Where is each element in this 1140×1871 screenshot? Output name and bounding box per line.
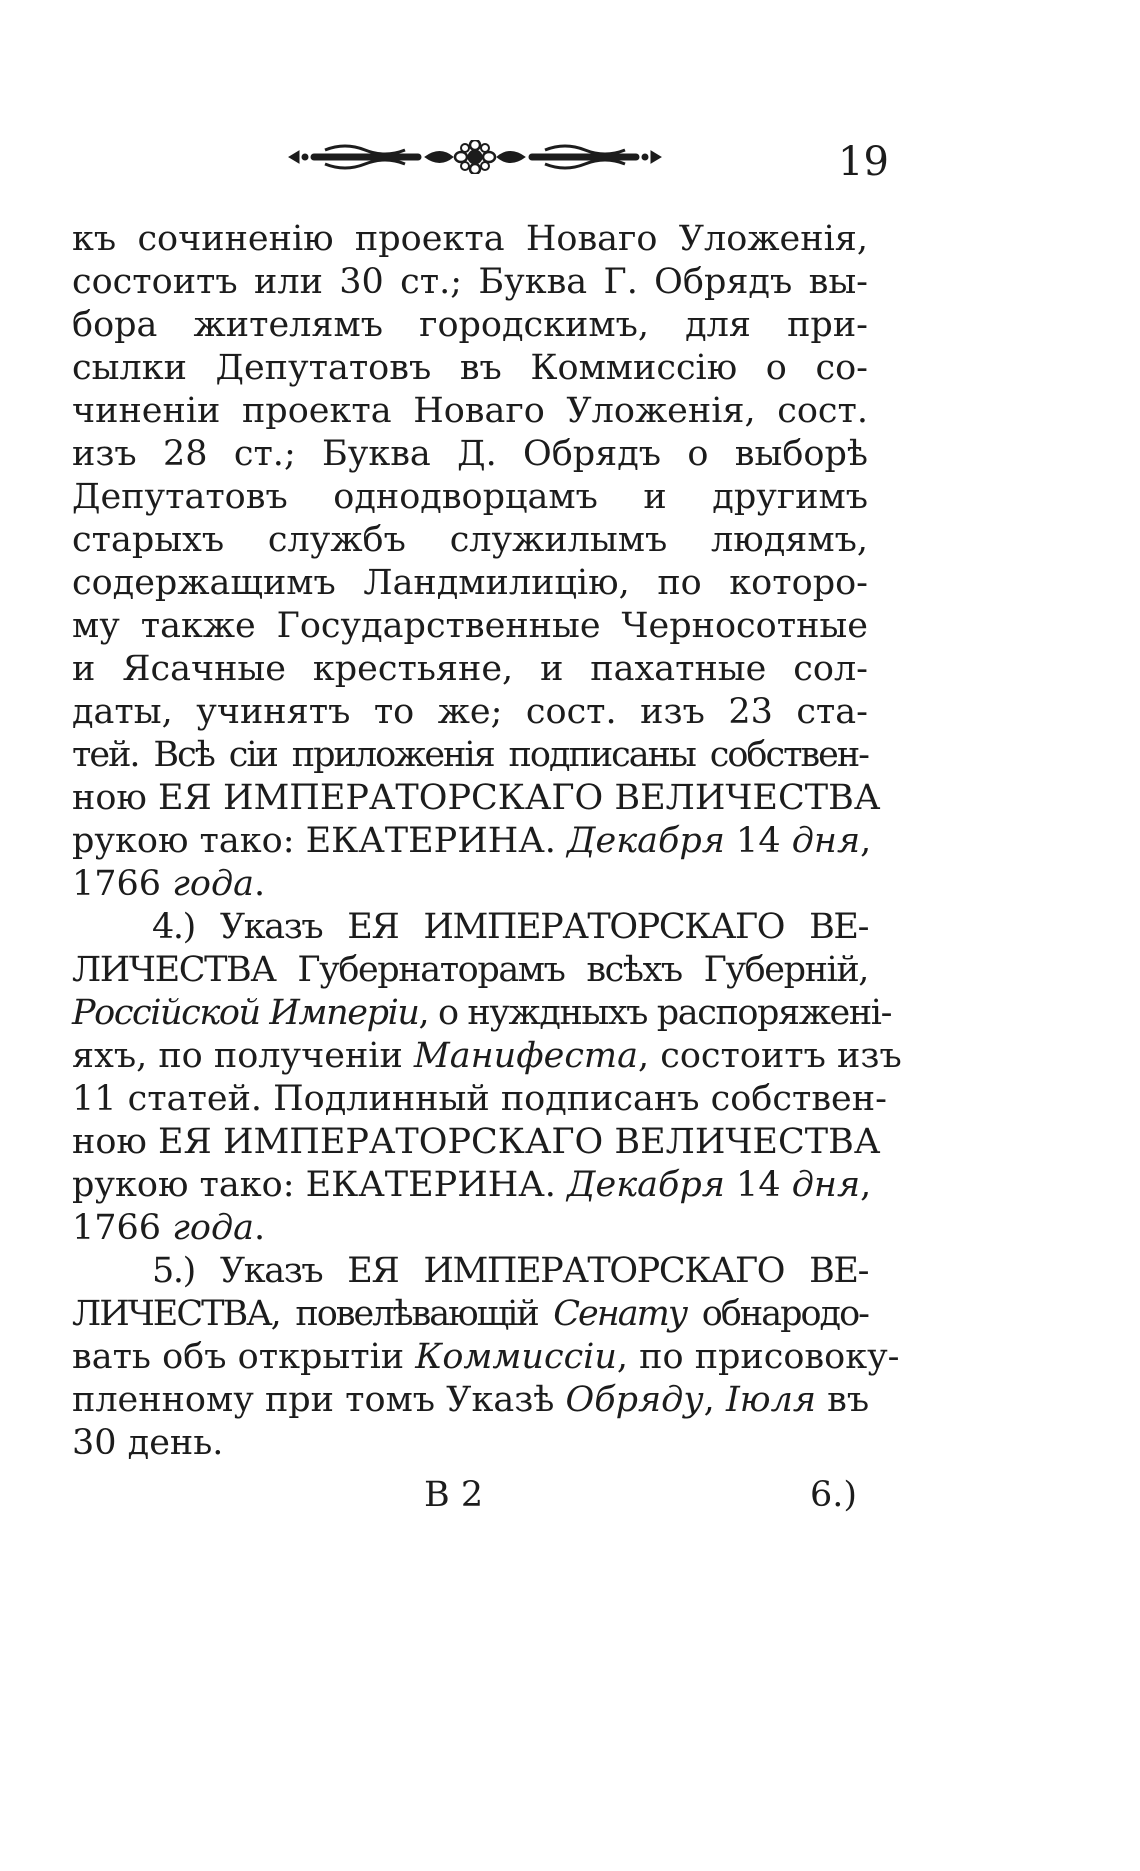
date-line: 1766 года. — [72, 1208, 266, 1248]
signature-mark: В 2 — [424, 1475, 484, 1515]
signature-line: рукою тако: ЕКАТЕРИНА. Декабря 14 дня, — [72, 1165, 872, 1205]
body-text — [72, 218, 902, 1465]
text-line: Россійской Имперіи, о нуждныхъ распоряжені- — [72, 993, 891, 1033]
paragraph-start-item-5: 5.) Указъ ЕЯ ИМПЕРАТОРСКАГО ВЕ- — [152, 1251, 868, 1291]
paragraph-start-item-4: 4.) Указъ ЕЯ ИМПЕРАТОРСКАГО ВЕ- — [152, 907, 868, 947]
headpiece-ornament-icon — [285, 140, 665, 174]
text-line: ною ЕЯ ИМПЕРАТОРСКАГО ВЕЛИЧЕСТВА — [72, 778, 881, 818]
text-line: даты, учинятъ то же; сост. изъ 23 ста- — [72, 692, 868, 732]
date-line: 1766 года. — [72, 864, 266, 904]
text-line: и Ясачные крестьяне, и пахатные сол- — [72, 649, 868, 689]
page-number: 19 — [838, 139, 889, 185]
signature-line: рукою тако: ЕКАТЕРИНА. Декабря 14 дня, — [72, 821, 872, 861]
text-line: пленному при томъ Указѣ Обряду, Іюля въ — [72, 1380, 870, 1420]
text-line: 11 статей. Подлинный подписанъ собствен- — [72, 1079, 887, 1119]
catchword: 6.) — [810, 1475, 858, 1515]
text-line: чиненіи проекта Новаго Уложенія, сост. — [72, 391, 868, 431]
text-line: му также Государственные Черносотные — [72, 606, 868, 646]
text-line: старыхъ службъ служилымъ людямъ, — [72, 520, 868, 560]
text-line: тей. Всѣ сіи приложенія подписаны собствен- — [72, 735, 868, 775]
text-line: къ сочиненію проекта Новаго Уложенія, — [72, 219, 868, 259]
text-line: ною ЕЯ ИМПЕРАТОРСКАГО ВЕЛИЧЕСТВА — [72, 1122, 881, 1162]
text-line: Депутатовъ однодворцамъ и другимъ — [72, 477, 868, 517]
text-line: 30 день. — [72, 1423, 224, 1463]
text-line: бора жителямъ городскимъ, для при- — [72, 305, 868, 345]
text-line: ЛИЧЕСТВА, повелѣвающій Сенату обнародо- — [72, 1294, 869, 1334]
text-line: содержащимъ Ландмилицію, по которо- — [72, 563, 868, 603]
text-line: яхъ, по полученіи Манифеста, состоитъ изъ — [72, 1036, 902, 1076]
text-line: вать объ открытіи Коммиссіи, по присовоку- — [72, 1337, 900, 1377]
text-line: состоитъ или 30 ст.; Буква Г. Обрядъ вы- — [72, 262, 868, 302]
text-line: изъ 28 ст.; Буква Д. Обрядъ о выборѣ — [72, 434, 868, 474]
text-line: ЛИЧЕСТВА Губернаторамъ всѣхъ Губерній, — [72, 950, 868, 990]
text-line: сылки Депутатовъ въ Коммиссію о со- — [72, 348, 868, 388]
